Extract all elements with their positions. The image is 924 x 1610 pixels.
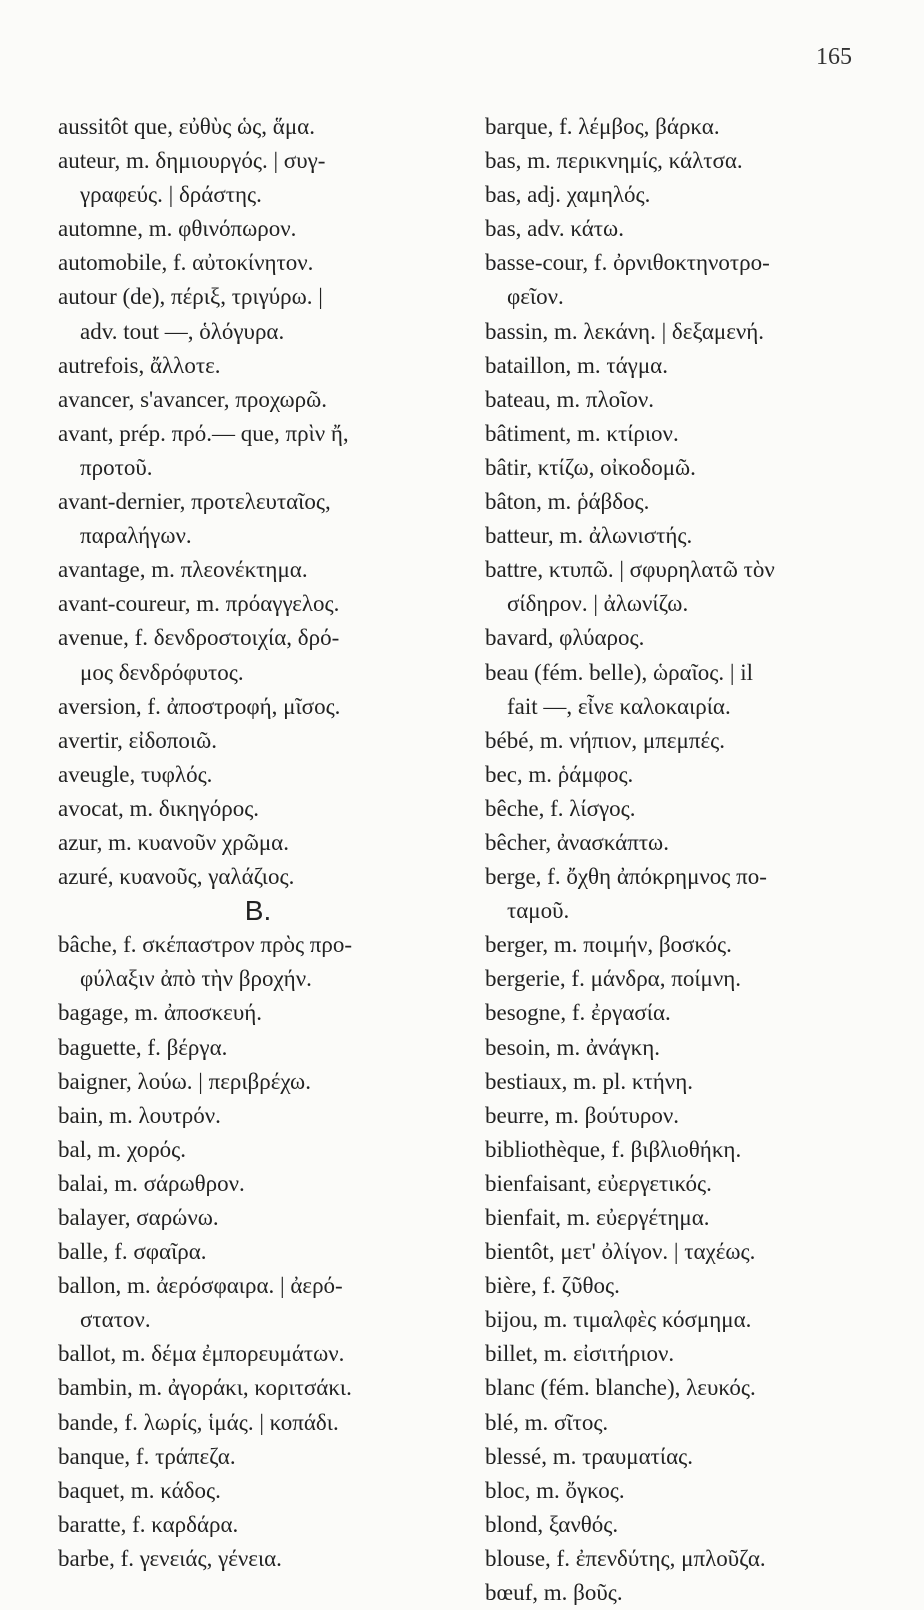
dictionary-entry: bataillon, m. τάγμα. [485,352,668,378]
right-column [485,110,885,1610]
dictionary-entry: bientôt, μετ' ὀλίγον. | ταχέως. [485,1239,756,1265]
dictionary-entry: bâtir, κτίζω, οἰκοδομῶ. [485,454,696,480]
dictionary-entry: besoin, m. ἀνάγκη. [485,1034,660,1060]
dictionary-entry: balayer, σαρώνω. [58,1205,219,1230]
dictionary-entry: avertir, εἰδοποιῶ. [58,727,217,753]
dictionary-entry: bas, adv. κάτω. [485,216,624,242]
dictionary-entry: baguette, f. βέργα. [58,1034,228,1060]
dictionary-entry: bâtiment, m. κτίριον. [485,420,679,446]
dictionary-entry: bébé, m. νήπιον, μπεμπές. [485,727,725,753]
dictionary-entry: aussitôt que, εὐθὺς ὡς, ἅμα. [58,114,315,139]
dictionary-entry: baigner, λούω. | περιβρέχω. [58,1068,311,1094]
dictionary-entry: blé, m. σῖτος. [485,1409,609,1435]
dictionary-entry: bibliothèque, f. βιβλιοθήκη. [485,1136,742,1162]
dictionary-entry: blond, ξανθός. [485,1511,619,1537]
dictionary-entry: bloc, m. ὄγκος. [485,1477,625,1503]
dictionary-entry: avant-dernier, προτελευταῖος, [58,489,331,515]
dictionary-entry: avocat, m. δικηγόρος. [58,795,260,821]
dictionary-entry: baquet, m. κάδος. [58,1477,221,1503]
dictionary-entry: automobile, f. αὐτοκίνητον. [58,250,314,276]
dictionary-entry: bienfait, m. εὐεργέτημα. [485,1205,710,1230]
dictionary-entry: azuré, κυανοῦς, γαλάζιος. [58,864,295,890]
dictionary-entry: besogne, f. ἐργασία. [485,1000,671,1026]
dictionary-entry: bec, m. ῥάμφος. [485,761,634,787]
dictionary-entry: bière, f. ζῦθος. [485,1273,620,1299]
dictionary-entry: balle, f. σφαῖρα. [58,1239,207,1265]
dictionary-entry: avant-coureur, m. πρόαγγελος. [58,591,340,617]
dictionary-entry: blessé, m. τραυματίας. [485,1443,693,1469]
entry-continuation: φύλαξιν ἀπὸ τὴν βροχήν. [80,966,312,992]
dictionary-entry: bas, adj. χαμηλός. [485,182,651,208]
section-heading: B. [244,895,272,927]
dictionary-entry: blanc (fém. blanche), λευκός. [485,1375,756,1401]
entry-continuation: fait —, εἶνε καλοκαιρία. [507,693,731,719]
dictionary-entry: bœuf, m. βοῦς. [485,1580,623,1606]
entry-continuation: προτοῦ. [80,454,153,480]
dictionary-entry: bêche, f. λίσγος. [485,795,636,821]
dictionary-entry: bêcher, ἀνασκάπτω. [485,829,669,855]
entry-continuation: γραφεύς. | δράστης. [80,182,262,208]
dictionary-entry: bassin, m. λεκάνη. | δεξαμενή. [485,318,765,344]
dictionary-entry: bain, m. λουτρόν. [58,1102,221,1128]
dictionary-entry: autour (de), πέριξ, τριγύρω. | [58,284,323,310]
dictionary-entry: bijou, m. τιμαλφὲς κόσμημα. [485,1307,752,1333]
dictionary-entry: bas, m. περικνημίς, κάλτσα. [485,148,743,174]
dictionary-entry: bambin, m. ἀγοράκι, κοριτσάκι. [58,1375,352,1401]
dictionary-entry: azur, m. κυανοῦν χρῶμα. [58,829,289,855]
entry-continuation: παραλήγων. [80,523,192,549]
dictionary-entry: batteur, m. ἀλωνιστής. [485,523,693,549]
dictionary-entry: avant, prép. πρό.— que, πρὶν ἤ, [58,420,349,446]
dictionary-entry: automne, m. φθινόπωρον. [58,216,297,242]
dictionary-entry: bâton, m. ῥάβδος. [485,489,650,515]
entry-continuation: στατον. [80,1307,151,1333]
dictionary-entry: banque, f. τράπεζα. [58,1443,236,1469]
dictionary-entry: basse-cour, f. ὀρνιθοκτηνοτρο- [485,250,770,276]
dictionary-entry: aversion, f. ἀποστροφή, μῖσος. [58,693,341,719]
dictionary-entry: billet, m. εἰσιτήριον. [485,1341,675,1367]
dictionary-entry: bagage, m. ἀποσκευή. [58,1000,262,1026]
dictionary-entry: autrefois, ἄλλοτε. [58,352,221,378]
dictionary-entry: balai, m. σάρωθρον. [58,1170,245,1196]
dictionary-entry: bâche, f. σκέπαστρον πρὸς προ- [58,932,353,958]
dictionary-entry: auteur, m. δημιουργός. | συγ- [58,148,326,174]
entry-continuation: ταμοῦ. [507,898,570,924]
left-column [58,110,458,1576]
dictionary-entry: barbe, f. γενειάς, γένεια. [58,1545,282,1571]
dictionary-entry: berger, m. ποιμήν, βοσκός. [485,932,732,958]
dictionary-entry: beurre, m. βούτυρον. [485,1102,679,1128]
dictionary-entry: avantage, m. πλεονέκτημα. [58,557,308,583]
dictionary-entry: ballon, m. ἀερόσφαιρα. | ἀερό- [58,1273,343,1299]
dictionary-entry: berge, f. ὄχθη ἀπόκρημνος πο- [485,864,767,890]
dictionary-entry: bavard, φλύαρος. [485,625,645,651]
dictionary-entry: barque, f. λέμβος, βάρκα. [485,114,720,139]
dictionary-entry: bestiaux, m. pl. κτήνη. [485,1068,693,1094]
dictionary-entry: bande, f. λωρίς, ἱμάς. | κοπάδι. [58,1409,339,1435]
dictionary-entry: avenue, f. δενδροστοιχία, δρό- [58,625,340,651]
dictionary-entry: ballot, m. δέμα ἐμπορευμάτων. [58,1341,345,1367]
dictionary-entry: bal, m. χορός. [58,1136,187,1162]
dictionary-entry: aveugle, τυφλός. [58,761,213,787]
entry-continuation: φεῖον. [507,284,564,310]
page-number: 165 [816,44,852,70]
dictionary-entry: bienfaisant, εὐεργετικός. [485,1170,712,1196]
dictionary-entry: bergerie, f. μάνδρα, ποίμνη. [485,966,742,992]
entry-continuation: μος δενδρόφυτος. [80,659,244,685]
dictionary-entry: beau (fém. belle), ὡραῖος. | il [485,659,754,685]
dictionary-entry: battre, κτυπῶ. | σφυρηλατῶ τὸν [485,557,775,583]
dictionary-entry: blouse, f. ἐπενδύτης, μπλοῦζα. [485,1545,766,1571]
dictionary-entry: baratte, f. καρδάρα. [58,1511,239,1537]
entry-continuation: adv. tout —, ὁλόγυρα. [80,318,285,344]
dictionary-entry: bateau, m. πλοῖον. [485,386,655,412]
dictionary-entry: avancer, s'avancer, προχωρῶ. [58,386,328,412]
entry-continuation: σίδηρον. | ἀλωνίζω. [507,591,689,617]
